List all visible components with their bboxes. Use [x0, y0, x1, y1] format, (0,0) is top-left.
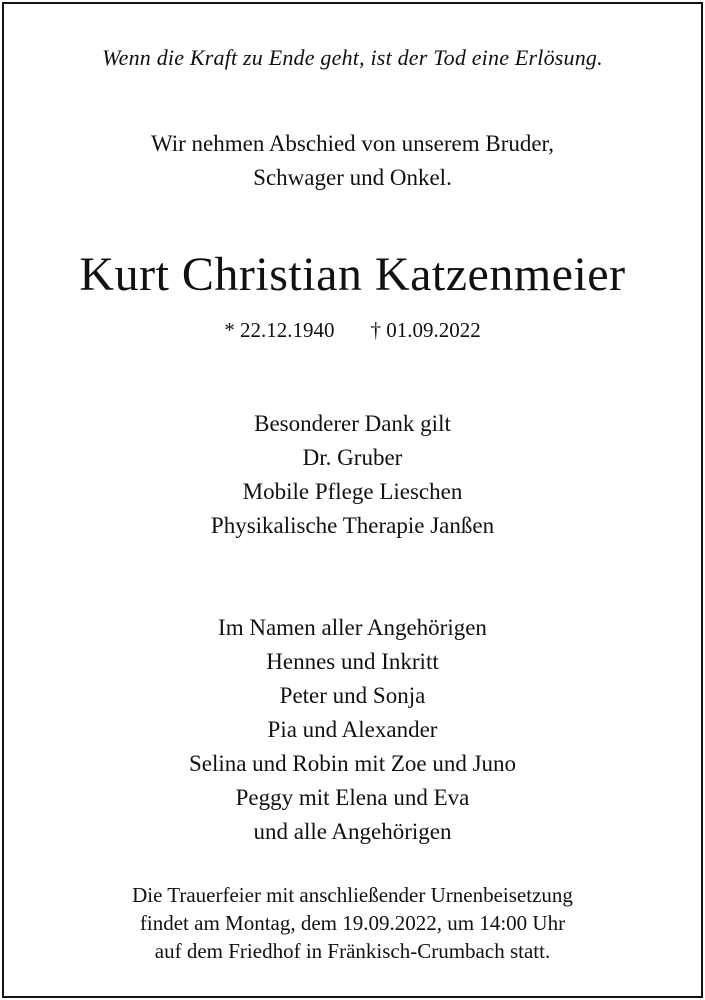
birth-date: * 22.12.1940: [224, 318, 335, 342]
mourners-line-2: Hennes und Inkritt: [266, 649, 439, 674]
intro-line-2: Schwager und Onkel.: [253, 165, 452, 190]
mourners-line-6: Peggy mit Elena und Eva: [235, 785, 470, 810]
thanks-line-1: Besonderer Dank gilt: [254, 411, 451, 436]
mourners-line-7: und alle Angehörigen: [253, 819, 452, 844]
thanks-line-4: Physikalische Therapie Janßen: [210, 513, 495, 538]
mourners-line-1: Im Namen aller Angehörigen: [218, 615, 487, 640]
obituary-notice: [4, 4, 701, 996]
mourners-line-5: Selina und Robin mit Zoe und Juno: [188, 751, 517, 776]
mourners-line-4: Pia und Alexander: [267, 717, 438, 742]
intro-line-1: Wir nehmen Abschied von unserem Bruder,: [150, 131, 555, 156]
funeral-line-3: auf dem Friedhof in Fränkisch-Crumbach statt.: [154, 939, 551, 963]
obituary-border: [2, 2, 703, 998]
deceased-name: Kurt Christian Katzenmeier: [79, 248, 626, 301]
thanks-line-3: Mobile Pflege Lieschen: [242, 479, 463, 504]
funeral-line-2: findet am Montag, dem 19.09.2022, um 14:00 Uhr: [139, 911, 566, 935]
death-date: † 01.09.2022: [370, 318, 481, 342]
funeral-line-1: Die Trauerfeier mit anschließender Urnenbeisetzung: [132, 883, 573, 907]
thanks-line-2: Dr. Gruber: [302, 445, 403, 470]
mourners-line-3: Peter und Sonja: [279, 683, 426, 708]
life-dates: [4, 315, 701, 345]
motto-quote: Wenn die Kraft zu Ende geht, ist der Tod eine Erlösung.: [102, 45, 603, 70]
